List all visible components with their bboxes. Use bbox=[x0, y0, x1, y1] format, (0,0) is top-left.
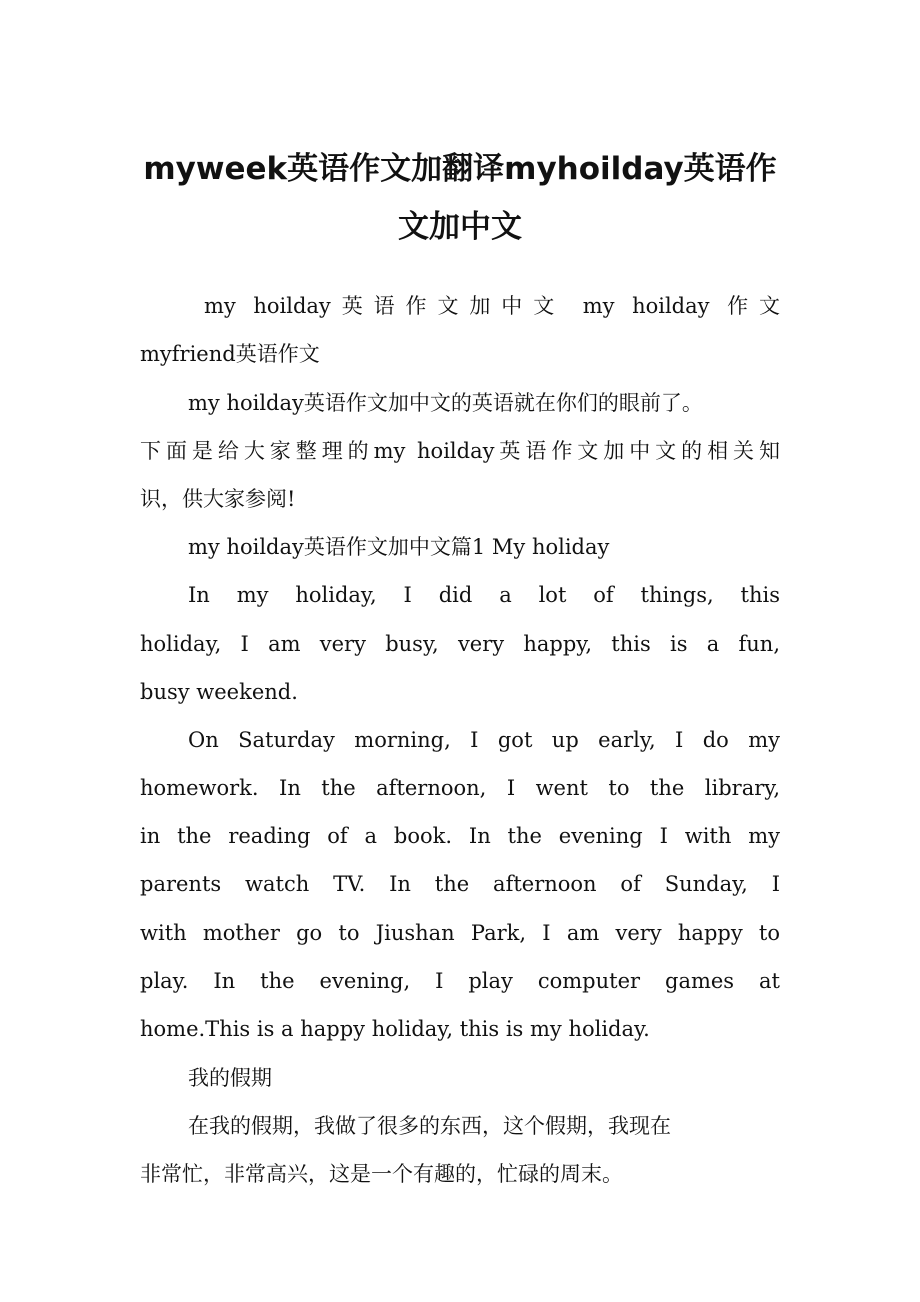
paragraph-line: my hoilday英语作文加中文的英语就在你们的眼前了。 bbox=[188, 391, 703, 415]
paragraph-line: myfriend英语作文 bbox=[140, 342, 320, 366]
paragraph-line: home.This is a happy holiday, this is my holiday. bbox=[140, 1017, 650, 1041]
paragraph-line: busy weekend. bbox=[140, 680, 298, 704]
paragraph-line: 非常忙，非常高兴，这是一个有趣的，忙碌的周末。 bbox=[140, 1162, 623, 1186]
paragraph-line: in the reading of a book. In the evening I with my bbox=[140, 824, 780, 848]
paragraph-line: 在我的假期，我做了很多的东西，这个假期，我现在 bbox=[188, 1114, 671, 1138]
paragraph-line: In my holiday, I did a lot of things, this bbox=[188, 583, 780, 607]
paragraph-line: 下面是给大家整理的my hoilday英语作文加中文的相关知 bbox=[140, 439, 780, 463]
paragraph-line: On Saturday morning, I got up early, I do my bbox=[188, 728, 780, 752]
paragraph-line: homework. In the afternoon, I went to the library, bbox=[140, 776, 780, 800]
document-title bbox=[130, 140, 790, 256]
paragraph-line: play. In the evening, I play computer games at bbox=[140, 969, 780, 993]
paragraph-line: parents watch TV. In the afternoon of Sunday, I bbox=[140, 872, 780, 896]
paragraph-line: with mother go to Jiushan Park, I am very happy to bbox=[140, 921, 780, 945]
paragraph-line: holiday, I am very busy, very happy, this is a fun, bbox=[140, 632, 780, 656]
paragraph-line: my hoilday英语作文加中文 my hoilday 作文 bbox=[204, 294, 780, 318]
paragraph-line: my hoilday英语作文加中文篇1 My holiday bbox=[188, 535, 610, 559]
paragraph-line: 识，供大家参阅! bbox=[140, 487, 296, 511]
title-line-1: myweek英语作文加翻译myhoilday英语作 bbox=[143, 151, 777, 187]
section-heading: 我的假期 bbox=[188, 1066, 272, 1090]
title-line-2: 文加中文 bbox=[398, 209, 522, 245]
